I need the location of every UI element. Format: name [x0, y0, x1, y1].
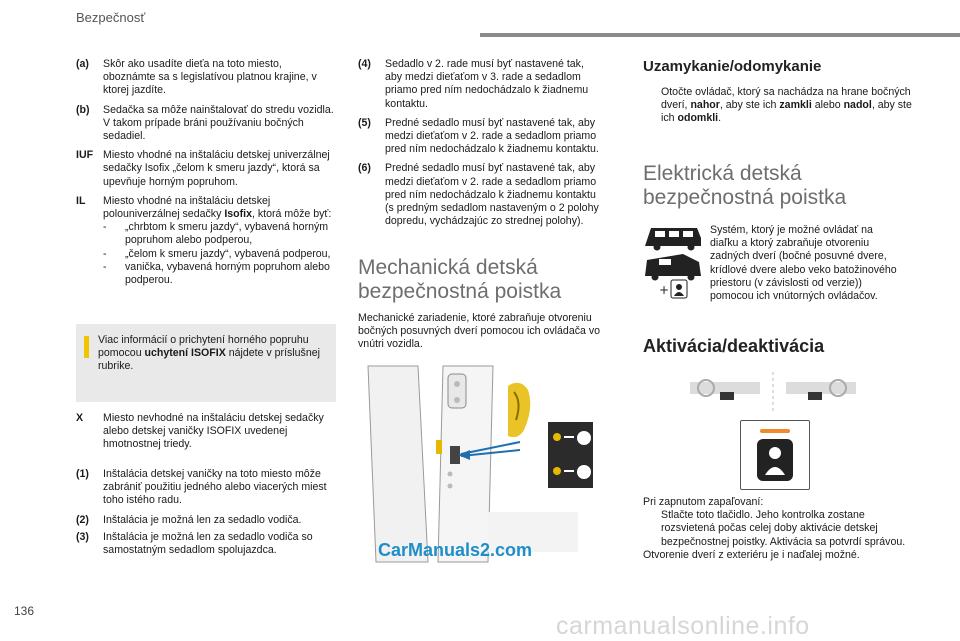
dash: - [103, 221, 107, 234]
note-label: (3) [76, 530, 89, 543]
def-text: Sedačka sa môže nainštalovať do stredu vozidla. V takom prípade bráni používaniu bočných sedadiel. [103, 103, 334, 143]
note-label: (2) [76, 513, 89, 526]
note-3 [76, 531, 338, 557]
lock-instruction [643, 86, 913, 126]
lock-text-bold: odomkli [677, 112, 719, 125]
info-text [98, 334, 326, 374]
def-text-bold: Isofix [224, 208, 252, 221]
header-bar [480, 33, 960, 37]
note-text: Predné sedadlo musí byť nastavené tak, aby medzi dieťaťom v 2. rade a sedadlom priamo pred ním nedochádzalo k žiadnemu kontaktu. [385, 116, 599, 156]
activation-step-text: Stlačte toto tlačidlo. Jeho kontrolka zostane rozsvietená počas celej doby aktivácie detskej bezpečnostnej poistky. Aktivácia sa potvrdí správou. [661, 509, 906, 548]
info-text-bold: uchytení ISOFIX [144, 347, 226, 360]
note-label: (1) [76, 468, 89, 480]
il-item-text: „chrbtom k smeru jazdy“, vybavená horným popruhom alebo podperou, [125, 221, 329, 247]
lock-text-i: . [718, 112, 722, 125]
left-column [76, 58, 336, 287]
note-6 [358, 162, 603, 228]
note-4 [358, 58, 603, 111]
def-label: X [76, 412, 84, 424]
section-title: Bezpečnosť [76, 10, 146, 25]
lock-text-c: , aby ste ich [719, 99, 780, 112]
note-text: Inštalácia je možná len za sedadlo vodiča. [103, 513, 302, 526]
def-text: Miesto vhodné na inštaláciu detskej univerzálnej sedačky Isofix „čelom k smeru jazdy“, ktorá sa upevňuje horným popruhom. [103, 149, 330, 188]
door-edge-icon [358, 362, 603, 567]
note-text: Inštalácia je možná len za sedadlo vodiča so samostatným sedadlom spolujazdca. [103, 530, 313, 557]
note-text: Inštalácia detskej vaničky na toto miesto môže zabrániť použitiu jedného alebo viacerých miest toho istého radu. [103, 468, 327, 507]
def-text: Miesto vhodné na inštaláciu detskej polouniverzálnej sedačky [103, 194, 271, 221]
note-text: Sedadlo v 2. rade musí byť nastavené tak, aby medzi dieťaťom v 3. rade a sedadlom priamo pred ním nedochádzalo k žiadnemu kontaktu. [385, 58, 589, 110]
watermark-carmanuals: CarManuals2.com [378, 540, 533, 560]
page-number: 136 [14, 604, 35, 618]
dash: - [103, 247, 107, 260]
mech-title: Mechanická detská bezpečnostná poistka [358, 256, 562, 303]
il-item [103, 248, 336, 261]
notes-left [76, 468, 338, 557]
def-label: (b) [76, 103, 90, 116]
lock-text-a: Otočte ovládač, ktorý sa nachádza na hrane bočných dverí, [661, 86, 911, 112]
door-lock-illustration [358, 362, 603, 567]
activation-step [643, 509, 913, 549]
def-a [76, 58, 336, 98]
svg-text:+: + [659, 283, 670, 297]
activation-title: Aktivácia/deaktivácia [643, 336, 825, 356]
def-text: , ktorá môže byť: [251, 208, 332, 221]
il-item [103, 221, 336, 247]
activation-intro: Pri zapnutom zapaľovaní: [643, 496, 764, 508]
notes-middle [358, 58, 603, 228]
lock-text-bold: zamkli [779, 99, 812, 112]
mech-text: Mechanické zariadenie, ktoré zabraňuje otvoreniu bočných posuvných dverí pomocou ich ovládača vo vnútri vozidla. [358, 312, 601, 351]
vehicle-icons [643, 222, 703, 302]
elec-text: Systém, ktorý je možné ovládať na diaľku a ktorý zabraňuje otvoreniu zadných dverí (bočné posuvné dvere, krídlové dvere alebo veko batožinového priestoru (v závislosti od verzie)) pomocou ich vnútorných ovládačov. [710, 224, 897, 303]
def-x [76, 412, 336, 452]
note-5 [358, 117, 603, 157]
def-il [76, 195, 336, 287]
info-box [76, 324, 336, 402]
note-text: Predné sedadlo musí byť nastavené tak, aby medzi dieťaťom v 2. rade a sedadlom priamo pred ním nedochádzalo k žiadnemu kontaktu (s predným sedadlom nastaveným o 2 polohy dopredu, vychádzajúc zo strednej polohy). [385, 162, 599, 228]
child-lock-button[interactable] [740, 420, 810, 490]
il-item-text: vanička, vybavená horným popruhom alebo podperou. [125, 260, 330, 287]
note-2 [76, 514, 338, 527]
van-icon [643, 222, 703, 302]
dash: - [103, 260, 107, 273]
bullet-icon [643, 509, 661, 549]
activation-block [643, 496, 913, 562]
def-label: (a) [76, 58, 89, 70]
def-b [76, 104, 336, 144]
activation-note: Otvorenie dverí z exteriéru je i naďalej možné. [643, 548, 860, 561]
def-il-body [103, 195, 336, 287]
lock-text-bold: nahor [690, 99, 720, 112]
def-text: Miesto nevhodné na inštaláciu detskej sedačky alebo detskej vaničky ISOFIX uvedenej hmotnostnej triedy. [103, 412, 324, 451]
il-item [103, 261, 336, 287]
lock-text-bold: nadol [843, 99, 872, 112]
dashboard-illustration [688, 372, 858, 412]
note-1 [76, 468, 338, 508]
info-text-c: nájdete v príslušnej rubrike. [98, 347, 320, 373]
def-label: IL [76, 194, 86, 207]
def-text: Skôr ako usadíte dieťa na toto miesto, oboznámte sa s legislatívou platnou krajine, v ktorej jazdíte. [103, 58, 317, 97]
def-label: IUF [76, 149, 94, 162]
note-label: (5) [358, 116, 371, 129]
info-icon [84, 336, 89, 358]
lock-text-g: , aby ste ich [661, 99, 912, 125]
info-text-a: Viac informácií o prichytení horného popruhu pomocou [98, 334, 309, 360]
note-label: (6) [358, 162, 371, 175]
steering-wheel-icon [688, 372, 858, 412]
child-lock-icon [741, 421, 809, 489]
elec-title: Elektrická detská bezpečnostná poistka [643, 162, 847, 209]
watermark-online: carmanualsonline.info [556, 612, 810, 640]
def-iuf [76, 149, 336, 189]
lock-text-e: alebo [811, 99, 844, 112]
il-item-text: „čelom k smeru jazdy“, vybavená podperou, [125, 247, 331, 260]
note-label: (4) [358, 58, 371, 70]
lock-title: Uzamykanie/odomykanie [643, 58, 822, 75]
lock-text [661, 86, 913, 126]
bullet-icon [643, 86, 661, 126]
